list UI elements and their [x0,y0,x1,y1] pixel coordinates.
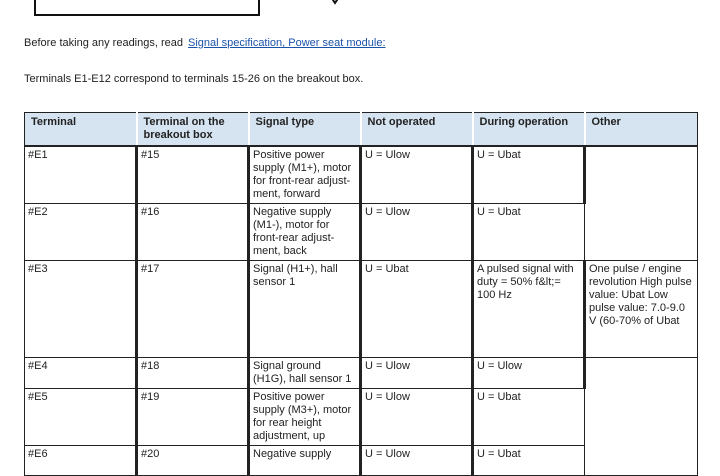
table-row [25,358,698,389]
header-not-operated: Not operated [361,113,473,147]
cell-during: U = Ubat [473,204,585,261]
cell-not-operated: U = Ulow [361,389,473,446]
cell-breakout: #20 [137,446,249,476]
cell-during: A pulsed signal with duty = 50% f&lt;= 100 Hz [473,261,585,358]
cell-during: U = Ubat [473,146,585,204]
cell-breakout: #19 [137,389,249,446]
cell-not-operated: U = Ulow [361,204,473,261]
table-row [25,261,698,358]
header-other: Other [585,113,698,147]
cell-during: U = Ubat [473,389,585,446]
intro-text: Before taking any readings, read [24,37,183,49]
cell-signal: Negative supply [249,446,361,476]
header-during-operation: During operation [473,113,585,147]
intro-line [24,37,386,49]
cell-breakout: #17 [137,261,249,358]
signal-table [24,112,698,476]
cell-not-operated: U = Ulow [361,146,473,204]
cell-other: One pulse / engine revolution High pulse value: Ubat Low pulse value: 7.0-9.0 V (60-70% of Ubat [585,261,698,358]
cell-other [585,358,698,476]
cell-terminal: #E6 [25,446,137,476]
cell-during: U = Ubat [473,446,585,476]
connector-diagram-fragment [34,0,260,16]
cell-not-operated: U = Ubat [361,261,473,358]
cell-signal: Positive power supply (M3+), motor for rear height adjustment, up [249,389,361,446]
cell-terminal: #E2 [25,204,137,261]
cell-signal: Signal ground (H1G), hall sensor 1 [249,358,361,389]
cell-breakout: #18 [137,358,249,389]
cell-terminal: #E1 [25,146,137,204]
header-terminal: Terminal [25,113,137,147]
cell-signal: Positive power supply (M1+), motor for front-rear adjust-ment, forward [249,146,361,204]
cell-signal: Negative supply (M1-), motor for front-rear adjust-ment, back [249,204,361,261]
cell-terminal: #E3 [25,261,137,358]
cell-breakout: #16 [137,204,249,261]
table-row [25,146,698,204]
diagram-fragment-icon [330,0,340,6]
header-signal-type: Signal type [249,113,361,147]
cell-terminal: #E4 [25,358,137,389]
cell-not-operated: U = Ulow [361,358,473,389]
signal-spec-link[interactable]: Signal specification, Power seat module: [188,37,386,49]
cell-during: U = Ulow [473,358,585,389]
cell-breakout: #15 [137,146,249,204]
header-breakout: Terminal on the breakout box [137,113,249,147]
table-header-row [25,113,698,147]
cell-other [585,146,698,261]
cell-not-operated: U = Ulow [361,446,473,476]
cell-terminal: #E5 [25,389,137,446]
cell-signal: Signal (H1+), hall sensor 1 [249,261,361,358]
terminal-mapping-note: Terminals E1-E12 correspond to terminals 15-26 on the breakout box. [24,73,364,85]
